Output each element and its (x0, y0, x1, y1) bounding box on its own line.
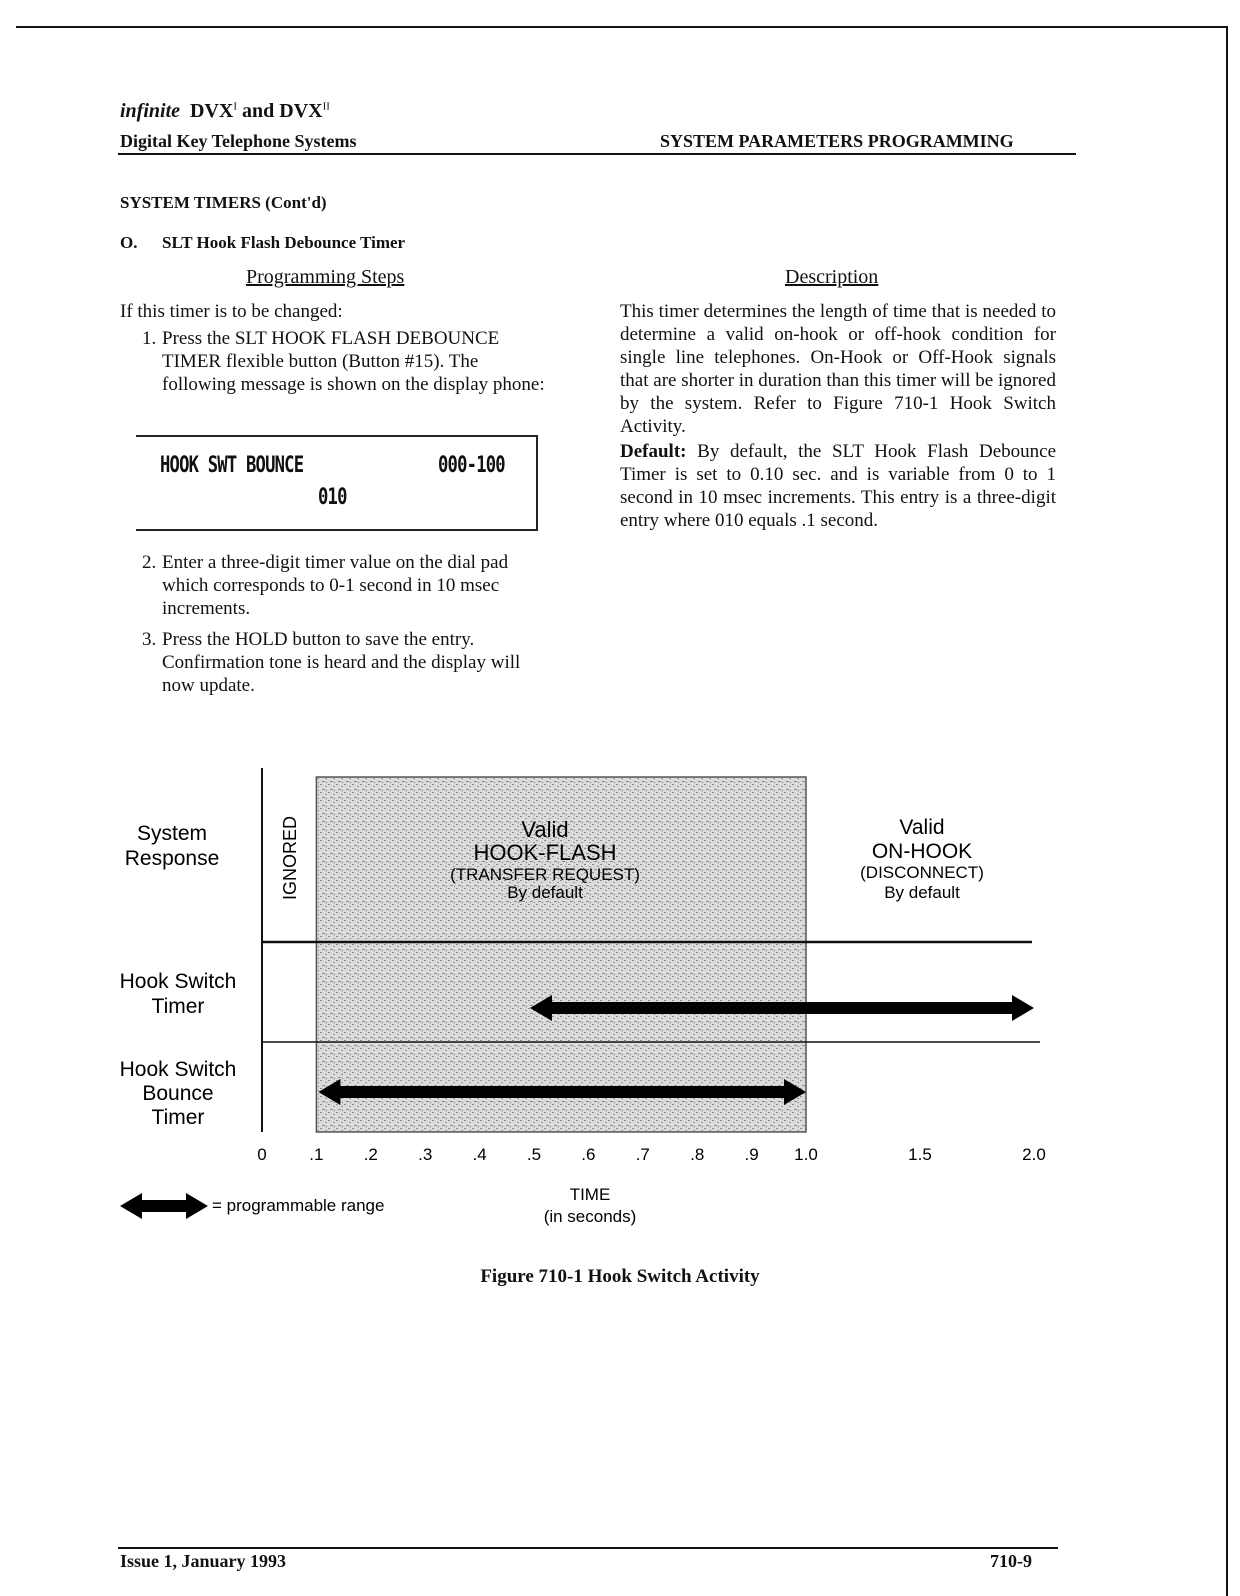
step-3 (142, 628, 554, 697)
tick-label-2: .2 (363, 1145, 378, 1164)
steps-list-2 (142, 551, 554, 703)
step-2 (142, 551, 554, 620)
step-2-number: 2. (142, 552, 157, 573)
step-2-text: Enter a three-digit timer value on the dial pad which corresponds to 0-1 second in 10 msec increments. (162, 552, 509, 619)
footer-page: 710-9 (990, 1551, 1032, 1571)
header-subtitle: Digital Key Telephone Systems (120, 131, 357, 151)
description-heading: Description (785, 266, 879, 288)
top-border (16, 26, 1228, 28)
tick-label-11: 1.5 (908, 1145, 932, 1164)
steps-list-1 (142, 327, 554, 402)
hook-flash-default: By default (507, 883, 583, 902)
on-hook-valid: Valid (899, 816, 945, 839)
programming-steps-heading: Programming Steps (246, 266, 405, 288)
hook-flash-title: HOOK-FLASH (473, 840, 617, 865)
hook-switch-chart (0, 760, 1240, 1260)
row-label-bounce: Bounce (142, 1082, 214, 1105)
tick-label-4: .4 (472, 1145, 487, 1164)
default-text: By default, the SLT Hook Flash Debounce Timer is set to 0.10 sec. and is variable from 0 to 1 second in 10 msec increments. This entry is a three-digit entry where 010 equals .1 second. (620, 441, 1057, 531)
default-paragraph (620, 440, 1056, 532)
footer-issue: Issue 1, January 1993 (120, 1551, 287, 1571)
tick-label-5: .5 (526, 1145, 542, 1164)
footer-rule (118, 1547, 1058, 1549)
display-box (136, 435, 538, 531)
hook-flash-valid: Valid (521, 817, 569, 842)
on-hook-title: ON-HOOK (871, 840, 973, 863)
figure-caption: Figure 710-1 Hook Switch Activity (480, 1266, 760, 1287)
default-label: Default: (620, 441, 687, 462)
step-1 (142, 327, 554, 396)
steps-intro: If this timer is to be changed: (120, 301, 343, 322)
item-title: SLT Hook Flash Debounce Timer (162, 233, 406, 252)
product-sup1: I (233, 100, 238, 113)
on-hook-disconnect: (DISCONNECT) (860, 863, 984, 882)
step-3-number: 3. (142, 629, 157, 650)
row-label-timer: Timer (151, 995, 205, 1018)
tick-label-7: .7 (635, 1145, 650, 1164)
product-sup2: II (322, 100, 330, 113)
section-heading: SYSTEM TIMERS (Cont'd) (120, 193, 327, 212)
product-and: and DVX (242, 100, 323, 122)
ignored-label: IGNORED (280, 815, 300, 901)
on-hook-default: By default (884, 883, 960, 902)
display-line1-right: 000-100 (438, 453, 505, 478)
tick-label-1: .1 (309, 1145, 324, 1164)
tick-label-8: .8 (690, 1145, 705, 1164)
tick-label-9: .9 (744, 1145, 759, 1164)
row-label-response: Response (124, 847, 220, 870)
row-label-hook-switch: Hook Switch (119, 970, 237, 993)
product-name: DVX (190, 100, 234, 122)
header-title (120, 100, 330, 123)
item-letter: O. (120, 233, 138, 252)
legend-text: = programmable range (212, 1196, 385, 1215)
tick-label-12: 2.0 (1022, 1145, 1046, 1164)
row-label-bounce-timer: Timer (151, 1106, 205, 1129)
display-line2: 010 (318, 485, 347, 510)
tick-label-10: 1.0 (794, 1145, 818, 1164)
hook-flash-transfer: (TRANSFER REQUEST) (450, 865, 640, 884)
tick-label-3: .3 (418, 1145, 433, 1164)
step-3-text: Press the HOLD button to save the entry. Confirmation tone is heard and the display will now update. (162, 629, 521, 696)
description-paragraph: This timer determines the length of time that is needed to determine a valid on-hook or off-hook condition for single line telephones. On-Hook or Off-Hook signals that are shorter in duration than this timer will be ignored by the system. Refer to Figure 710-1 Hook Switch Activity. (620, 301, 1056, 437)
xlabel-time: TIME (569, 1185, 611, 1204)
row-label-system: System (136, 822, 208, 845)
header-rule (118, 153, 1076, 155)
step-1-number: 1. (142, 328, 157, 349)
legend-arrow (120, 1193, 208, 1219)
xlabel-units: (in seconds) (543, 1207, 637, 1226)
tick-label-6: .6 (581, 1145, 596, 1164)
tick-label-0: 0 (257, 1145, 267, 1164)
header-section: SYSTEM PARAMETERS PROGRAMMING (660, 131, 1014, 151)
display-line1-left: HOOK SWT BOUNCE (160, 453, 304, 478)
step-1-text: Press the SLT HOOK FLASH DEBOUNCE TIMER flexible button (Button #15). The following message is shown on the display phone: (162, 328, 545, 395)
row-label-hook-switch-2: Hook Switch (119, 1058, 237, 1081)
product-italic: infinite (120, 100, 181, 122)
